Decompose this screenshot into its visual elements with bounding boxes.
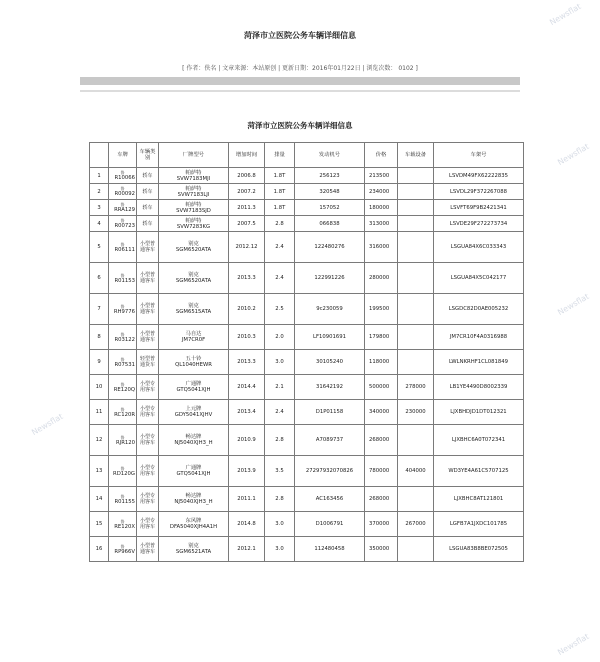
- table-row: [90, 375, 524, 400]
- table-row: [90, 487, 524, 512]
- model-number: GDY5041XJHV: [174, 412, 213, 418]
- row-price: 213500: [365, 168, 398, 184]
- row-index: 8: [90, 325, 109, 350]
- row-equipment: 404000: [398, 456, 434, 487]
- plate-number: R00723: [114, 223, 135, 229]
- plate-province-icon: 鲁: [120, 493, 125, 499]
- plate-province-icon: 鲁: [120, 406, 125, 412]
- brand-name: 帕萨特: [185, 201, 202, 208]
- row-index: 13: [90, 456, 109, 487]
- row-index: 7: [90, 294, 109, 325]
- row-plate: [109, 456, 137, 487]
- row-price: 313000: [365, 216, 398, 232]
- row-vehicle-class: 小型专用客车: [137, 456, 159, 487]
- plate-province-icon: 鲁: [120, 331, 125, 337]
- row-vehicle-class: 轿车: [137, 184, 159, 200]
- row-date: 2006.8: [229, 168, 265, 184]
- row-engine-no: 30105240: [295, 350, 365, 375]
- row-displacement: 3.0: [265, 350, 295, 375]
- plate-province-icon: 鲁: [120, 170, 125, 175]
- brand-name: 别克: [188, 241, 199, 247]
- table-row: [90, 537, 524, 562]
- row-vin: LWLNKRHF1CL081849: [434, 350, 524, 375]
- row-plate: [109, 350, 137, 375]
- plate-province-icon: 鲁: [120, 186, 125, 191]
- row-equipment: [398, 200, 434, 216]
- row-price: 234000: [365, 184, 398, 200]
- row-engine-no: 9c230059: [295, 294, 365, 325]
- row-plate: [109, 294, 137, 325]
- table-title: 菏泽市立医院公务车辆详细信息: [247, 121, 353, 130]
- model-number: NJ5040XJH3_H: [174, 499, 213, 505]
- row-equipment: 230000: [398, 400, 434, 425]
- plate-province-icon: 鲁: [120, 241, 125, 247]
- row-plate: [109, 184, 137, 200]
- vehicle-table: [89, 142, 524, 562]
- row-model: [159, 375, 229, 400]
- plate-province-icon: 鲁: [120, 218, 125, 223]
- table-row: [90, 400, 524, 425]
- row-vehicle-class: 小型普通客车: [137, 325, 159, 350]
- row-engine-no: 112480458: [295, 537, 365, 562]
- row-index: 10: [90, 375, 109, 400]
- row-vehicle-class: 轿车: [137, 200, 159, 216]
- row-equipment: [398, 487, 434, 512]
- header-displacement: 排量: [265, 143, 295, 168]
- row-plate: [109, 325, 137, 350]
- row-vin: LJXBHC8AT121801: [434, 487, 524, 512]
- row-model: [159, 263, 229, 294]
- row-index: 14: [90, 487, 109, 512]
- row-model: [159, 350, 229, 375]
- row-engine-no: 157052: [295, 200, 365, 216]
- row-index: 2: [90, 184, 109, 200]
- row-vehicle-class: 小型普通客车: [137, 537, 159, 562]
- model-number: SVW7283KG: [176, 223, 211, 230]
- row-index: 3: [90, 200, 109, 216]
- row-index: 15: [90, 512, 109, 537]
- row-vehicle-class: 小型专用客车: [137, 400, 159, 425]
- plate-province-icon: 鲁: [120, 543, 125, 549]
- watermark: Newsflat: [30, 411, 65, 438]
- header-price: 价格: [365, 143, 398, 168]
- header-index: [90, 143, 109, 168]
- brand-name: 马自达: [185, 331, 202, 337]
- row-displacement: 1.8T: [265, 184, 295, 200]
- row-vehicle-class: 轿车: [137, 216, 159, 232]
- row-model: [159, 400, 229, 425]
- plate-number: R01153: [114, 277, 135, 284]
- plate-province-icon: 鲁: [120, 202, 125, 207]
- row-engine-no: 122991226: [295, 263, 365, 294]
- row-vin: LSVFT69F9B2421341: [434, 200, 524, 216]
- row-date: 2012.1: [229, 537, 265, 562]
- model-number: SVW7183LJI: [177, 191, 210, 198]
- row-vehicle-class: 小型普通客车: [137, 263, 159, 294]
- row-plate: [109, 487, 137, 512]
- model-number: QL1040HEWR: [175, 362, 212, 368]
- row-plate: [109, 263, 137, 294]
- plate-province-icon: 鲁: [120, 303, 125, 309]
- row-vin: LSGUA84X6C033343: [434, 232, 524, 263]
- table-row: [90, 456, 524, 487]
- row-equipment: 278000: [398, 375, 434, 400]
- row-model: [159, 184, 229, 200]
- model-number: DFA5040XJH4A1H: [169, 524, 218, 530]
- plate-number: R01155: [114, 498, 135, 505]
- row-engine-no: 122480276: [295, 232, 365, 263]
- header-equipment: 车载设备: [398, 143, 434, 168]
- article-meta: [ 作者：佚名 | 文章来源：本站原创 | 更新日期：2016年01月22日 | 浏览次数： 0102 ]: [182, 65, 418, 72]
- brand-name: 帕萨特: [185, 169, 202, 176]
- page-title: 菏泽市立医院公务车辆详细信息: [244, 31, 356, 40]
- row-price: 180000: [365, 200, 398, 216]
- row-price: 199500: [365, 294, 398, 325]
- row-equipment: [398, 325, 434, 350]
- row-equipment: [398, 294, 434, 325]
- header-plate: 车牌: [109, 143, 137, 168]
- row-date: 2013.9: [229, 456, 265, 487]
- row-date: 2012.12: [229, 232, 265, 263]
- row-equipment: [398, 184, 434, 200]
- row-date: 2010.9: [229, 425, 265, 456]
- row-price: 350000: [365, 537, 398, 562]
- row-equipment: [398, 216, 434, 232]
- row-displacement: 2.4: [265, 232, 295, 263]
- row-plate: [109, 537, 137, 562]
- row-equipment: [398, 537, 434, 562]
- row-model: [159, 487, 229, 512]
- row-price: 280000: [365, 263, 398, 294]
- row-date: 2011.1: [229, 487, 265, 512]
- row-vehicle-class: 轿车: [137, 168, 159, 184]
- row-equipment: [398, 168, 434, 184]
- brand-name: 别克: [188, 272, 199, 278]
- row-displacement: 2.8: [265, 425, 295, 456]
- brand-name: 上元牌: [185, 406, 202, 412]
- plate-province-icon: 鲁: [120, 465, 125, 471]
- plate-number: R07531: [114, 361, 135, 368]
- row-plate: [109, 400, 137, 425]
- row-price: 118000: [365, 350, 398, 375]
- row-index: 1: [90, 168, 109, 184]
- row-date: 2014.4: [229, 375, 265, 400]
- row-vin: LSGUA84X5C042177: [434, 263, 524, 294]
- row-date: 2007.2: [229, 184, 265, 200]
- row-plate: [109, 200, 137, 216]
- divider-line: [80, 90, 520, 92]
- row-vin: LSVDE29F272273734: [434, 216, 524, 232]
- row-price: 370000: [365, 512, 398, 537]
- model-number: JM7CR0F: [181, 337, 206, 343]
- plate-number: RD120G: [113, 470, 135, 477]
- row-model: [159, 456, 229, 487]
- header-engine-no: 发动机号: [295, 143, 365, 168]
- row-model: [159, 512, 229, 537]
- row-model: [159, 325, 229, 350]
- row-price: 268000: [365, 487, 398, 512]
- row-index: 9: [90, 350, 109, 375]
- row-model: [159, 168, 229, 184]
- plate-number: RJR120: [115, 439, 135, 446]
- brand-name: 帕萨特: [185, 185, 202, 192]
- row-vin: LSGDC82D0AE005232: [434, 294, 524, 325]
- row-plate: [109, 512, 137, 537]
- row-plate: [109, 168, 137, 184]
- brand-name: 五十铃: [185, 356, 202, 362]
- row-plate: [109, 232, 137, 263]
- model-number: SGM6520ATA: [175, 278, 212, 284]
- table-row: [90, 425, 524, 456]
- table-row: [90, 200, 524, 216]
- row-date: 2010.2: [229, 294, 265, 325]
- model-number: GTQ5041XJH: [176, 471, 211, 477]
- watermark: Newsflat: [556, 141, 591, 168]
- row-vin: JM7CR10F4A0316988: [434, 325, 524, 350]
- row-date: 2013.4: [229, 400, 265, 425]
- row-vin: LSGUA83B8BE072505: [434, 537, 524, 562]
- row-index: 12: [90, 425, 109, 456]
- table-header-row: [90, 143, 524, 168]
- row-date: 2011.3: [229, 200, 265, 216]
- row-equipment: 267000: [398, 512, 434, 537]
- row-vin: LGFB7A1JXDC101785: [434, 512, 524, 537]
- row-date: 2013.3: [229, 350, 265, 375]
- brand-name: 帕萨特: [185, 217, 202, 224]
- header-vehicle-class: 车辆类别: [137, 143, 159, 168]
- row-engine-no: D1P01158: [295, 400, 365, 425]
- row-vin: LJXBHDJD1DT012321: [434, 400, 524, 425]
- row-equipment: [398, 425, 434, 456]
- table-row: [90, 168, 524, 184]
- row-price: 316000: [365, 232, 398, 263]
- table-row: [90, 232, 524, 263]
- row-index: 4: [90, 216, 109, 232]
- row-equipment: [398, 350, 434, 375]
- row-plate: [109, 216, 137, 232]
- brand-name: 畅达牌: [185, 434, 202, 440]
- row-price: 340000: [365, 400, 398, 425]
- row-displacement: 2.8: [265, 487, 295, 512]
- row-vin: WD3YE4A61C5707125: [434, 456, 524, 487]
- plate-number: RH9776: [113, 308, 135, 315]
- model-number: SGM6520ATA: [175, 247, 212, 253]
- row-vehicle-class: 小型专用客车: [137, 375, 159, 400]
- row-vehicle-class: 轻型普通货车: [137, 350, 159, 375]
- row-displacement: 3.0: [265, 537, 295, 562]
- row-model: [159, 216, 229, 232]
- row-vehicle-class: 小型普通客车: [137, 294, 159, 325]
- row-index: 16: [90, 537, 109, 562]
- plate-province-icon: 鲁: [120, 356, 125, 362]
- row-displacement: 2.1: [265, 375, 295, 400]
- row-model: [159, 425, 229, 456]
- watermark: Newsflat: [556, 291, 591, 318]
- row-engine-no: 27297932070826: [295, 456, 365, 487]
- row-vehicle-class: 小型专用客车: [137, 487, 159, 512]
- model-number: GTQ5041XJH: [176, 387, 211, 393]
- brand-name: 别克: [188, 543, 199, 549]
- row-displacement: 2.0: [265, 325, 295, 350]
- row-engine-no: 066838: [295, 216, 365, 232]
- plate-province-icon: 鲁: [120, 434, 125, 440]
- row-displacement: 2.5: [265, 294, 295, 325]
- row-date: 2010.3: [229, 325, 265, 350]
- watermark: Newsflat: [556, 631, 591, 658]
- plate-province-icon: 鲁: [120, 272, 125, 278]
- row-price: 780000: [365, 456, 398, 487]
- row-vin: LSVDM49FX62222835: [434, 168, 524, 184]
- row-equipment: [398, 263, 434, 294]
- row-engine-no: 256123: [295, 168, 365, 184]
- header-date: 增加时间: [229, 143, 265, 168]
- row-date: 2013.3: [229, 263, 265, 294]
- table-row: [90, 216, 524, 232]
- row-model: [159, 537, 229, 562]
- plate-number: R06111: [114, 246, 135, 253]
- plate-number: R03122: [114, 336, 135, 343]
- plate-number: RP966V: [114, 548, 135, 555]
- row-displacement: 1.8T: [265, 200, 295, 216]
- model-number: SGM6515ATA: [175, 309, 212, 315]
- row-index: 11: [90, 400, 109, 425]
- row-engine-no: D1006791: [295, 512, 365, 537]
- row-vehicle-class: 小型专用客车: [137, 425, 159, 456]
- row-index: 6: [90, 263, 109, 294]
- row-displacement: 3.0: [265, 512, 295, 537]
- table-row: [90, 350, 524, 375]
- brand-name: 畅达牌: [185, 493, 202, 499]
- brand-name: 别克: [188, 303, 199, 309]
- header-model: 厂牌型号: [159, 143, 229, 168]
- row-vin: LJXBHC6A0T072341: [434, 425, 524, 456]
- model-number: SGM6521ATA: [175, 549, 212, 555]
- row-date: 2007.5: [229, 216, 265, 232]
- watermark: Newsflat: [548, 1, 583, 28]
- row-engine-no: A7089737: [295, 425, 365, 456]
- row-engine-no: AC163456: [295, 487, 365, 512]
- table-row: [90, 325, 524, 350]
- row-vin: LSVDL29F372267088: [434, 184, 524, 200]
- brand-name: 东风牌: [185, 518, 202, 524]
- row-equipment: [398, 232, 434, 263]
- brand-name: 广通牌: [185, 465, 202, 471]
- row-price: 500000: [365, 375, 398, 400]
- row-plate: [109, 425, 137, 456]
- header-vin: 车架号: [434, 143, 524, 168]
- plate-number: RRA129: [114, 207, 135, 213]
- divider-bar: [80, 77, 520, 85]
- plate-number: RE120Q: [113, 386, 135, 393]
- row-displacement: 1.8T: [265, 168, 295, 184]
- row-price: 179800: [365, 325, 398, 350]
- plate-number: R10066: [114, 175, 135, 181]
- brand-name: 广通牌: [185, 381, 202, 387]
- row-vehicle-class: 小型普通客车: [137, 232, 159, 263]
- row-displacement: 2.4: [265, 400, 295, 425]
- table-row: [90, 184, 524, 200]
- table-row: [90, 263, 524, 294]
- model-number: SVW7183MJI: [176, 175, 211, 182]
- model-number: NJ5040XJH3_H: [174, 440, 213, 446]
- row-plate: [109, 375, 137, 400]
- table-row: [90, 294, 524, 325]
- row-displacement: 2.8: [265, 216, 295, 232]
- row-engine-no: LF10901691: [295, 325, 365, 350]
- row-date: 2014.8: [229, 512, 265, 537]
- row-vehicle-class: 小型专用客车: [137, 512, 159, 537]
- model-number: SVW7183SJD: [176, 207, 211, 214]
- row-index: 5: [90, 232, 109, 263]
- row-displacement: 3.5: [265, 456, 295, 487]
- row-engine-no: 320548: [295, 184, 365, 200]
- row-model: [159, 294, 229, 325]
- plate-number: RE120X: [114, 523, 135, 530]
- row-model: [159, 200, 229, 216]
- plate-number: RC120R: [114, 411, 135, 418]
- row-engine-no: 31642192: [295, 375, 365, 400]
- table-row: [90, 512, 524, 537]
- vehicle-table-body: [90, 168, 524, 562]
- row-model: [159, 232, 229, 263]
- row-price: 268000: [365, 425, 398, 456]
- plate-province-icon: 鲁: [120, 518, 125, 524]
- plate-number: R00092: [114, 191, 135, 197]
- plate-province-icon: 鲁: [120, 381, 125, 387]
- row-vin: LB1YE4490D8002339: [434, 375, 524, 400]
- row-displacement: 2.4: [265, 263, 295, 294]
